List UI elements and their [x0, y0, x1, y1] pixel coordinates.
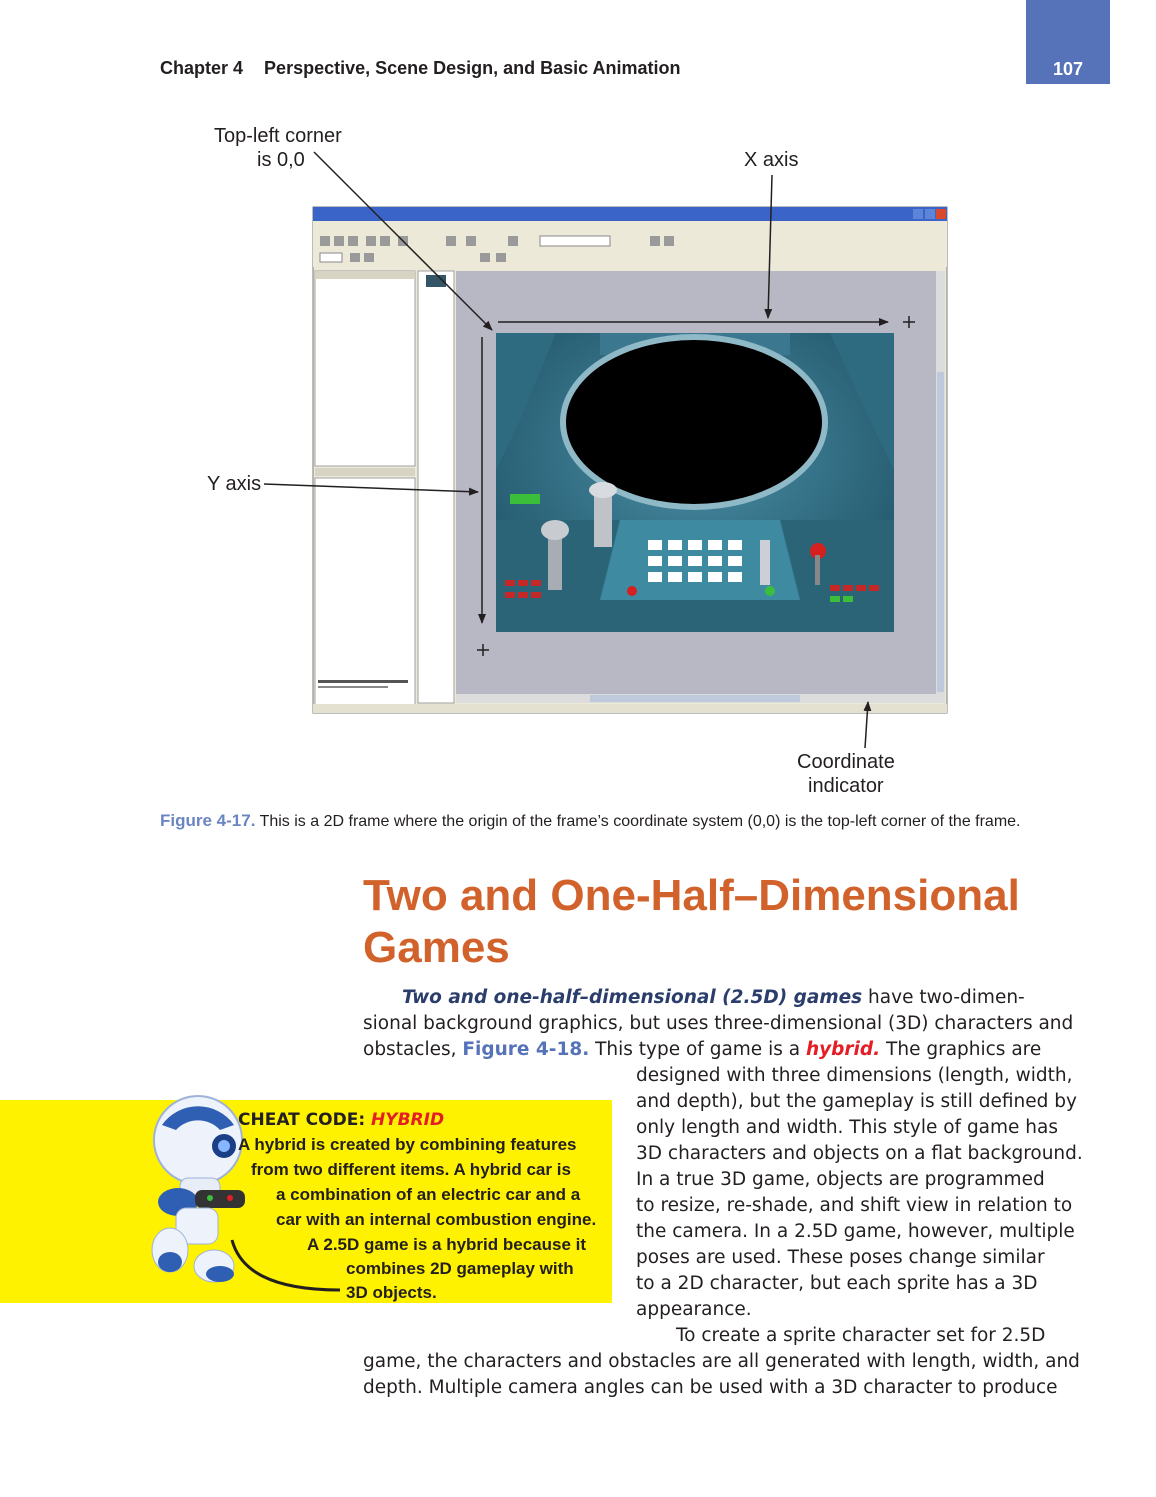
figure-caption-text: This is a 2D frame where the origin of the frame’s coordinate system (0,0) is the top-left corner of the frame.: [255, 813, 1021, 830]
figure-caption: [160, 811, 1021, 831]
body-fragment: The graphics are: [880, 1039, 1042, 1060]
callout-top-left-line1: Top-left corner: [214, 125, 342, 147]
body-line: [402, 985, 1025, 1011]
callout-top-left-line2: is 0,0: [257, 149, 305, 171]
section-heading: [363, 870, 1103, 974]
cheat-code-term: HYBRID: [371, 1110, 445, 1130]
body-line: the camera. In a 2.5D game, however, multiple: [636, 1221, 1075, 1242]
body-line: and depth), but the gameplay is still defined by: [636, 1091, 1077, 1112]
body-line: depth. Multiple camera angles can be used with a 3D character to produce: [363, 1377, 1058, 1398]
callout-coordinate-line1: Coordinate: [797, 751, 895, 773]
figure-caption-label: Figure 4-17.: [160, 811, 256, 830]
key-term: Two and one-half–dimensional (2.5D) games: [402, 987, 863, 1008]
page-number: 107: [1052, 59, 1084, 79]
cheat-code-line: A 2.5D game is a hybrid because it: [307, 1235, 587, 1254]
space-console-scene: [496, 333, 894, 632]
body-fragment: This type of game is a: [589, 1039, 806, 1060]
body-line: [363, 1037, 1041, 1063]
body-line: In a true 3D game, objects are programmed: [636, 1169, 1045, 1190]
body-fragment: obstacles,: [363, 1039, 463, 1060]
cheat-code-line: A hybrid is created by combining features: [238, 1135, 577, 1154]
section-heading-line2: Games: [363, 923, 510, 972]
body-line: appearance.: [636, 1299, 752, 1320]
body-line: only length and width. This style of game has: [636, 1117, 1059, 1138]
chapter-number: Chapter 4: [160, 58, 244, 78]
chapter-title: Perspective, Scene Design, and Basic Animation: [264, 58, 681, 78]
cheat-code-label: CHEAT CODE:: [238, 1110, 372, 1130]
callout-y-axis: Y axis: [207, 473, 262, 495]
section-heading-line1: Two and One-Half–Dimensional: [363, 871, 1020, 920]
highlight-term: hybrid.: [805, 1039, 881, 1060]
cheat-code-line: from two different items. A hybrid car is: [251, 1160, 571, 1179]
cheat-code-line: 3D objects.: [346, 1283, 437, 1302]
body-line: poses are used. These poses change similar: [636, 1247, 1045, 1268]
cheat-code-line: car with an internal combustion engine.: [276, 1210, 597, 1229]
cheat-code-line: combines 2D gameplay with: [346, 1259, 574, 1278]
body-fragment: have two-dimen-: [862, 987, 1025, 1008]
figure-reference: Figure 4-18.: [462, 1039, 590, 1060]
body-line: sional background graphics, but uses three-dimensional (3D) characters and: [363, 1013, 1074, 1034]
callout-x-axis: X axis: [744, 149, 799, 171]
body-line: to a 2D character, but each sprite has a 3D: [636, 1273, 1038, 1294]
body-line: to resize, re-shade, and shift view in relation to: [636, 1195, 1073, 1216]
body-line: game, the characters and obstacles are all generated with length, width, and: [363, 1351, 1080, 1372]
body-line: designed with three dimensions (length, width,: [636, 1065, 1073, 1086]
callout-coordinate-line2: indicator: [808, 775, 884, 797]
cheat-code-title: [238, 1110, 444, 1130]
body-line: 3D characters and objects on a flat background.: [636, 1143, 1083, 1164]
cheat-code-line: a combination of an electric car and a: [276, 1185, 581, 1204]
body-line: To create a sprite character set for 2.5D: [676, 1325, 1046, 1346]
